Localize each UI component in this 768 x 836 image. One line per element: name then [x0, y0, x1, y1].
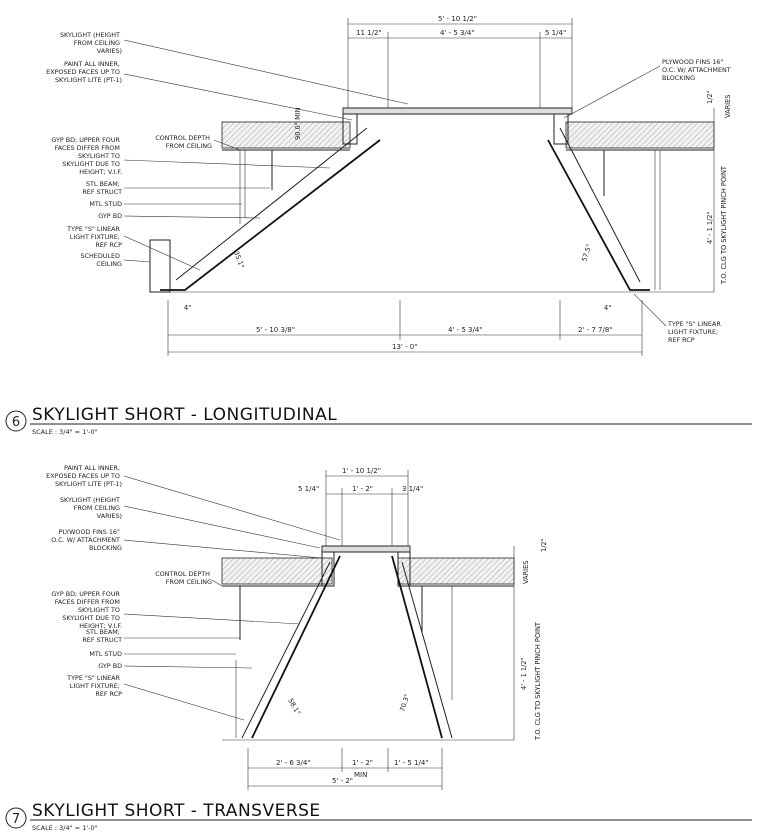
angle7-right: 70.3°: [398, 693, 412, 713]
note-7-gyp-upper: GYP BD; UPPER FOUR FACES DIFFER FROM SKYLIGHT TO SKYLIGHT DUE TO HEIGHT; V.I.F.: [51, 590, 122, 630]
dim7-top-mid: 1' - 2": [352, 485, 374, 493]
dim7-top-overall: 1' - 10 1/2": [342, 467, 381, 475]
dim7-vert-varies: VARIES: [522, 560, 530, 584]
skylight-lite: [343, 108, 572, 114]
note-6-paint: PAINT ALL INNER, EXPOSED FACES UP TO SKYLIGHT LITE (PT-1): [46, 60, 122, 84]
note-7-paint: PAINT ALL INNER, EXPOSED FACES UP TO SKYLIGHT LITE (PT-1): [46, 464, 122, 488]
dim7-bottom-overall: 5' - 2": [332, 777, 354, 785]
detail-title-6: SKYLIGHT SHORT - LONGITUDINAL: [32, 405, 338, 425]
detail-7-transverse: [124, 467, 548, 790]
ceiling-slab-right: [566, 122, 714, 148]
vertical-dims-7: [514, 538, 548, 741]
detail-scale-7: SCALE : 3/4" = 1'-0": [32, 824, 98, 832]
angle-right: 57.5°: [580, 243, 594, 263]
note-6-light-fixture-right: TYPE "S" LINEAR LIGHT FIXTURE; REF RCP: [668, 320, 721, 344]
dim7-top-left: 5 1/4": [298, 485, 320, 493]
dim-vert-pinch: T.O. CLG TO SKYLIGHT PINCH POINT: [720, 166, 728, 284]
top-dims-7: [298, 467, 423, 546]
notes-6-left: [46, 31, 212, 268]
small-dim-right: 4": [604, 304, 612, 312]
note-6-plywood-fins: PLYWOOD FINS 16" O.C. W/ ATTACHMENT BLOCKING: [662, 58, 731, 82]
vertical-dims-6: [706, 90, 732, 292]
leaders-7-left: [124, 476, 340, 720]
note-6-gyp-bd: GYP BD: [98, 212, 122, 220]
dim-bottom-3: 2' - 7 7/8": [578, 326, 613, 334]
detail-number-6: 6: [11, 415, 21, 430]
dim-bottom-2: 4' - 5 3/4": [448, 326, 483, 334]
dim7-vert-pinch: T.O. CLG TO SKYLIGHT PINCH POINT: [534, 622, 542, 740]
note-7-plywood-fins: PLYWOOD FINS 16" O.C. W/ ATTACHMENT BLOCKING: [51, 528, 122, 552]
dim7-top-right: 3 1/4": [402, 485, 424, 493]
note-7-stl-beam: STL BEAM; REF STRUCT: [82, 628, 122, 644]
note-6-control-depth: CONTROL DEPTH FROM CEILING: [155, 134, 212, 150]
ceiling-slab-right-7: [398, 558, 514, 584]
note-6-light-fixture: TYPE "S" LINEAR LIGHT FIXTURE; REF RCP: [67, 225, 122, 249]
note-6-mtl-stud: MTL STUD: [89, 200, 122, 208]
dim7-bottom-1: 2' - 6 3/4": [276, 759, 311, 767]
title-block-6: [6, 405, 752, 436]
detail-number-7: 7: [11, 812, 21, 827]
dim7-bottom-3: 1' - 5 1/4": [394, 759, 429, 767]
note-6-gyp-upper: GYP BD; UPPER FOUR FACES DIFFER FROM SKYLIGHT TO SKYLIGHT DUE TO HEIGHT; V.I.F.: [51, 136, 122, 176]
dim-bottom-overall: 13' - 0": [392, 343, 418, 351]
note-7-skylight: SKYLIGHT (HEIGHT FROM CEILING VARIES): [60, 496, 122, 520]
ceiling-slab-left: [222, 122, 350, 148]
title-block-7: [6, 801, 752, 832]
small-dim-left: 4": [184, 304, 192, 312]
notes-7-left: [46, 464, 212, 698]
note-7-mtl-stud: MTL STUD: [89, 650, 122, 658]
detail-scale-6: SCALE : 3/4" = 1'-0": [32, 428, 98, 436]
angle-left: 35.1°: [232, 249, 246, 270]
note-6-skylight: SKYLIGHT (HEIGHT FROM CEILING VARIES): [60, 31, 122, 55]
note-7-gyp-bd: GYP BD: [98, 662, 122, 670]
dim-top-overall: 5' - 10 1/2": [438, 15, 477, 23]
dim-top-left: 11 1/2": [356, 29, 382, 37]
dim-top-right: 5 1/4": [545, 29, 567, 37]
detail-6-longitudinal: [124, 15, 732, 356]
note-6-scheduled-ceiling: SCHEDULED CEILING: [80, 252, 122, 268]
note-7-light-fixture: TYPE "S" LINEAR LIGHT FIXTURE; REF RCP: [67, 674, 122, 698]
dim-bottom-1: 5' - 10 3/8": [256, 326, 295, 334]
wall-right-back-7: [402, 562, 452, 738]
wall-left-back-7: [242, 562, 330, 738]
note-6-stl-beam: STL BEAM; REF STRUCT: [82, 180, 122, 196]
bottom-dims-7: [248, 748, 442, 790]
dim-vert-half: 1/2": [706, 90, 714, 104]
leaders-6-left: [124, 40, 408, 270]
note-7-control-depth: CONTROL DEPTH FROM CEILING: [155, 570, 212, 586]
dim7-bottom-2: 1' - 2": [352, 759, 374, 767]
dim-vert-varies: VARIES: [724, 94, 732, 118]
wall-right-back: [560, 128, 640, 282]
angle-min: 90.0° MIN: [294, 107, 302, 140]
dim7-vert-height: 4' - 1 1/2": [520, 657, 528, 690]
scheduled-ceiling-left: [150, 240, 170, 292]
top-dims-6: [348, 15, 572, 108]
detail-title-7: SKYLIGHT SHORT - TRANSVERSE: [32, 801, 321, 821]
dim-vert-height: 4' - 1 1/2": [706, 211, 714, 244]
ceiling-slab-left-7: [222, 558, 332, 584]
wall-right-gyp: [548, 140, 650, 290]
dim-top-mid: 4' - 5 3/4": [440, 29, 475, 37]
skylight-lite-7: [322, 546, 410, 552]
dim7-vert-half: 1/2": [540, 538, 548, 552]
dim7-bottom-min: MIN: [354, 771, 368, 779]
angle7-left: 58.1°: [286, 697, 303, 717]
bottom-dims-6: [168, 300, 642, 356]
